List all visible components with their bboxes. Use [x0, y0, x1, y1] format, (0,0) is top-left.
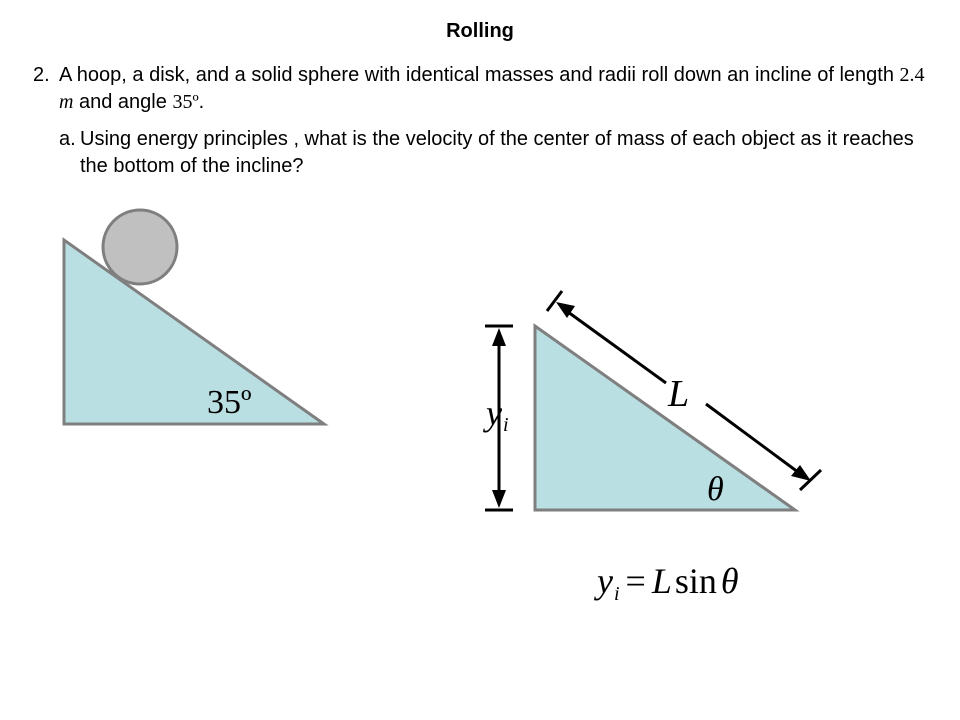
problem-text-end: .: [198, 91, 205, 113]
left-incline-triangle: [64, 240, 324, 424]
height-equation: [594, 561, 739, 605]
angle-value: 35º: [172, 91, 199, 113]
problem-text-intro: A hoop, a disk, and a solid sphere with identical masses and radii roll down an incline of length: [59, 64, 900, 86]
page-title: Rolling: [446, 20, 514, 42]
part-a-text: Using energy principles , what is the velocity of the center of mass of each object as it reaches the bottom of the incline?: [80, 128, 914, 177]
equation-text: yi = Lsin θ: [597, 561, 739, 605]
right-incline-triangle: [535, 326, 795, 510]
problem-number: 2.: [33, 64, 50, 86]
angle-theta-label: θ: [707, 471, 724, 508]
right-incline-figure: [483, 291, 821, 510]
length-unit: m: [59, 91, 74, 113]
left-angle-label: 35º: [207, 384, 252, 421]
length-label: L: [668, 373, 690, 415]
problem-text-between: and angle: [73, 91, 173, 113]
left-incline-figure: [64, 210, 324, 424]
length-value: 2.4: [899, 64, 925, 86]
height-label: yi: [486, 393, 509, 436]
part-a-letter: a.: [59, 128, 76, 150]
rolling-ball: [103, 210, 177, 284]
